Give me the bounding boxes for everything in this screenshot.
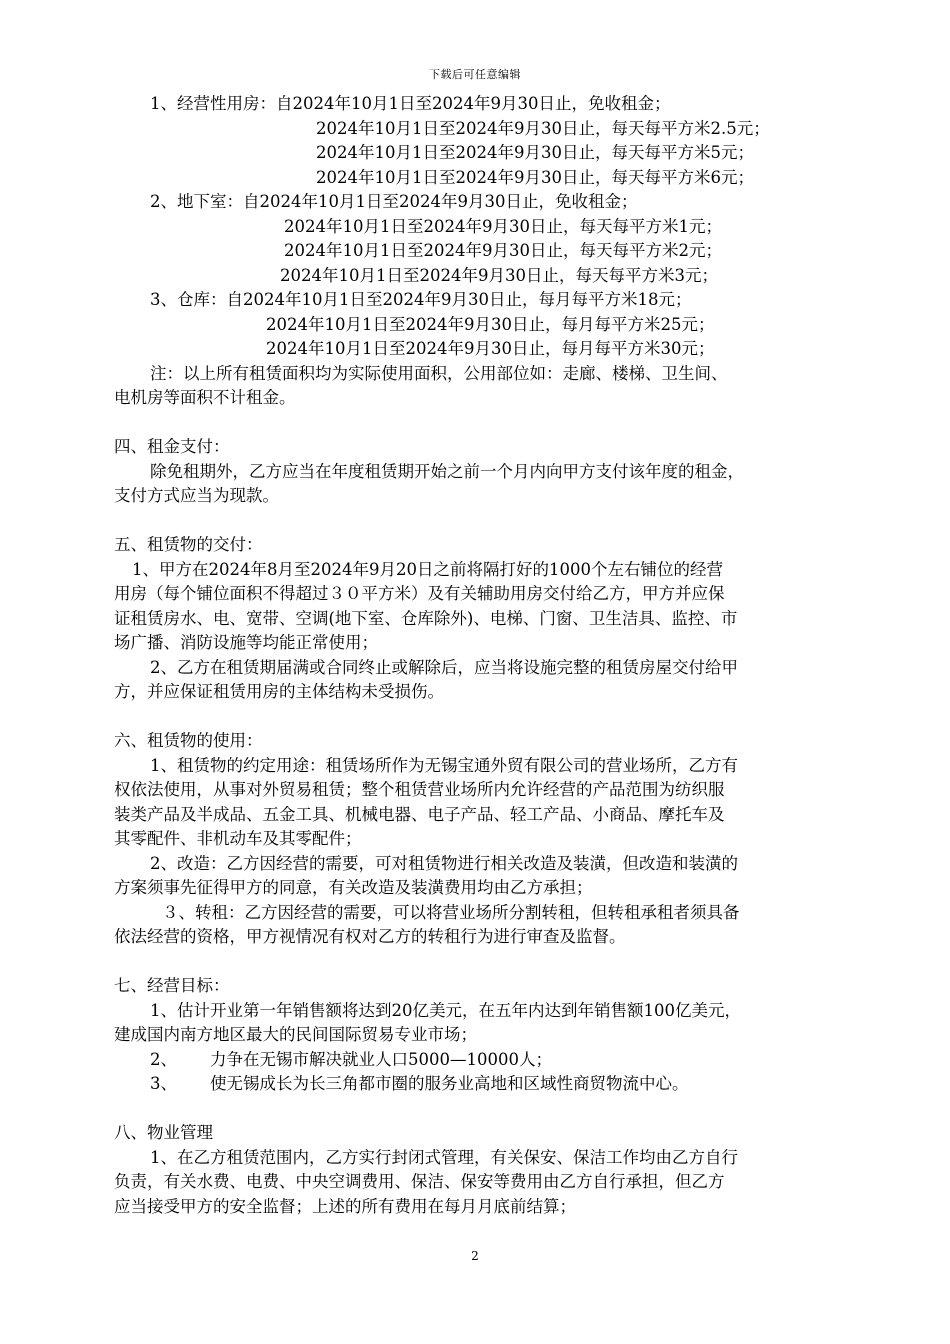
section-title-payment: 四、租金支付： [114, 437, 230, 456]
paragraph-line: 支付方式应当为现款。 [114, 486, 279, 505]
paragraph-line: 2、改造：乙方因经营的需要，可对租赁物进行相关改造及装潢，但改造和装潢的 [150, 853, 738, 873]
list-text: 使无锡成长为长三角都市圈的服务业高地和区域性商贸物流中心。 [210, 1074, 689, 1093]
rent-line: 2024年10月1日至2024年9月30日止，每天每平方米5元； [316, 143, 754, 162]
section-title-goals: 七、经营目标： [114, 976, 230, 995]
page-number: 2 [471, 1249, 479, 1263]
rent-line: 1、经营性用房：自2024年10月1日至2024年9月30日止，免收租金； [150, 94, 671, 113]
page-header: 下载后可任意编辑 [429, 68, 521, 81]
list-number: 3、 [150, 1074, 177, 1093]
paragraph-line: ３、转租：乙方因经营的需要，可以将营业场所分割转租，但转租承租者须具备 [162, 902, 740, 922]
rent-line: 2024年10月1日至2024年9月30日止，每天每平方米6元； [316, 167, 754, 187]
section-title-usage: 六、租赁物的使用： [114, 731, 263, 750]
paragraph-line: 用房（每个铺位面积不得超过３０平方米）及有关辅助用房交付给乙方，甲方并应保 [114, 584, 725, 603]
rent-line: 2024年10月1日至2024年9月30日止，每天每平方米1元； [284, 216, 722, 236]
paragraph-line: 权依法使用，从事对外贸易租赁；整个租赁营业场所内允许经营的产品范围为纺织服 [114, 780, 725, 799]
paragraph-line: 负责，有关水费、电费、中央空调费用、保洁、保安等费用由乙方自行承担，但乙方 [114, 1172, 725, 1191]
rent-note: 注：以上所有租赁面积均为实际使用面积，公用部位如：走廊、楼梯、卫生间、 [150, 363, 728, 383]
paragraph-line: 装类产品及半成品、五金工具、机械电器、电子产品、轻工产品、小商品、摩托车及 [114, 804, 725, 824]
paragraph-line: 2、乙方在租赁期届满或合同终止或解除后，应当将设施完整的租赁房屋交付给甲 [150, 657, 738, 677]
rent-line: 2024年10月1日至2024年9月30日止，每月每平方米25元； [266, 314, 715, 334]
paragraph-line: 1、在乙方租赁范围内，乙方实行封闭式管理，有关保安、保洁工作均由乙方自行 [150, 1147, 738, 1167]
document-body [114, 92, 852, 1219]
paragraph-line: 方案须事先征得甲方的同意，有关改造及装潢费用均由乙方承担； [114, 878, 593, 897]
paragraph-line: 方，并应保证租赁用房的主体结构未受损伤。 [114, 682, 444, 701]
paragraph-line: 1、估计开业第一年销售额将达到20亿美元，在五年内达到年销售额100亿美元， [150, 1000, 741, 1020]
section-title-delivery: 五、租赁物的交付： [114, 535, 263, 554]
rent-line: 2、地下室：自2024年10月1日至2024年9月30日止，免收租金； [150, 192, 638, 211]
rent-note: 电机房等面积不计租金。 [114, 388, 296, 407]
list-item [114, 1048, 852, 1073]
paragraph-line: 建成国内南方地区最大的民间国际贸易专业市场； [114, 1025, 477, 1044]
paragraph-line: 证租赁房水、电、宽带、空调(地下室、仓库除外)、电梯、门窗、卫生洁具、监控、市 [114, 608, 738, 628]
rent-line: 2024年10月1日至2024年9月30日止，每天每平方米2.5元； [316, 118, 770, 138]
paragraph-line: 除免租期外，乙方应当在年度租赁期开始之前一个月内向甲方支付该年度的租金， [150, 461, 744, 481]
paragraph-line: 1、甲方在2024年8月至2024年9月20日之前将隔打好的1000个左右铺位的经营 [132, 559, 723, 579]
rent-line: 3、仓库：自2024年10月1日至2024年9月30日止，每月每平方米18元； [150, 290, 692, 309]
list-item [114, 1072, 852, 1097]
list-number: 2、 [150, 1049, 177, 1069]
paragraph-line: 场广播、消防设施等均能正常使用； [114, 633, 378, 652]
paragraph-line: 依法经营的资格，甲方视情况有权对乙方的转租行为进行审查及监督。 [114, 927, 626, 946]
paragraph-line: 应当接受甲方的安全监督；上述的所有费用在每月月底前结算； [114, 1196, 576, 1216]
rent-line: 2024年10月1日至2024年9月30日止，每月每平方米30元； [266, 339, 715, 358]
rent-line: 2024年10月1日至2024年9月30日止，每天每平方米3元； [280, 265, 718, 285]
rent-line: 2024年10月1日至2024年9月30日止，每天每平方米2元； [284, 241, 722, 260]
section-title-property: 八、物业管理 [114, 1123, 213, 1142]
list-text: 力争在无锡市解决就业人口5000—10000人； [210, 1049, 552, 1069]
paragraph-line: 其零配件、非机动车及其零配件； [114, 829, 362, 848]
paragraph-line: 1、租赁物的约定用途：租赁场所作为无锡宝通外贸有限公司的营业场所，乙方有 [150, 755, 738, 775]
